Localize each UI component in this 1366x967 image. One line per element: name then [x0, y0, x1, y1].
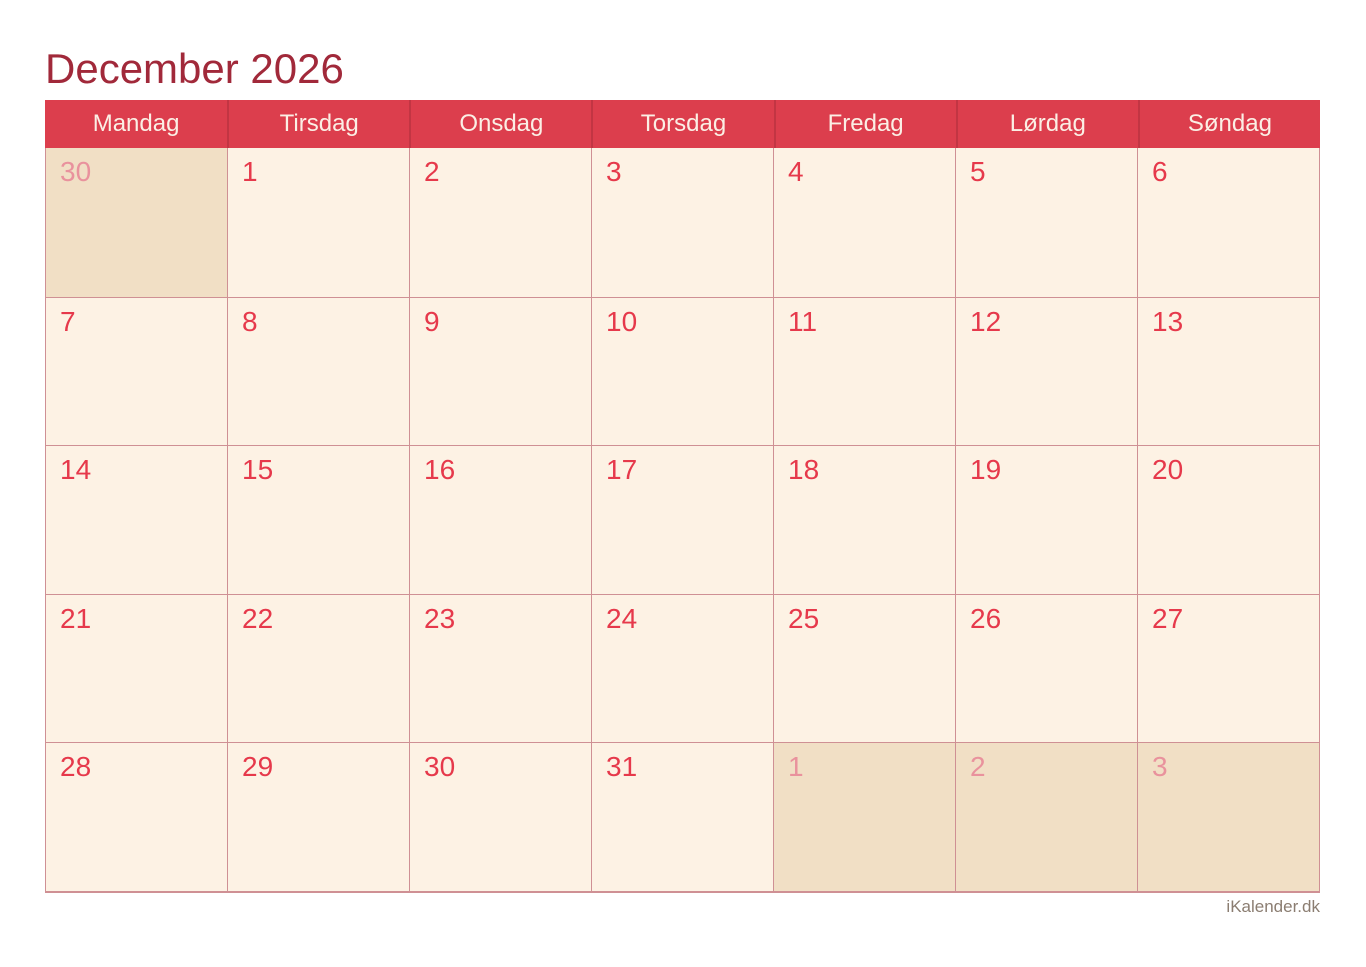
day-number: 8 — [242, 305, 258, 337]
day-number: 24 — [606, 602, 638, 634]
day-number: 7 — [60, 305, 76, 337]
day-cell — [46, 594, 228, 743]
day-number: 31 — [606, 751, 638, 783]
day-cell — [592, 742, 774, 891]
day-number: 3 — [1152, 751, 1168, 783]
day-cell — [46, 445, 228, 594]
day-number: 10 — [606, 305, 638, 337]
day-cell — [592, 297, 774, 446]
day-number: 16 — [424, 454, 456, 486]
footer-credit: iKalender.dk — [1226, 897, 1320, 916]
day-cell — [592, 594, 774, 743]
day-cell — [228, 445, 410, 594]
day-cell — [774, 297, 956, 446]
day-cell — [956, 742, 1138, 891]
day-cell — [410, 148, 592, 297]
day-number: 2 — [970, 751, 986, 783]
weekday-header-lordag: Lørdag — [956, 100, 1138, 148]
day-number: 14 — [60, 454, 92, 486]
weekday-header-fredag: Fredag — [774, 100, 956, 148]
day-number: 3 — [606, 156, 622, 187]
day-number: 20 — [1152, 454, 1184, 486]
day-cell — [956, 148, 1138, 297]
page-title: December 2026 — [45, 45, 344, 92]
day-number: 23 — [424, 602, 456, 634]
day-cell — [46, 742, 228, 891]
day-number: 15 — [242, 454, 274, 486]
day-cell — [774, 445, 956, 594]
day-number: 17 — [606, 454, 638, 486]
weekday-header-onsdag: Onsdag — [409, 100, 591, 148]
day-cell — [956, 445, 1138, 594]
day-cell — [1138, 445, 1320, 594]
day-cell — [956, 594, 1138, 743]
day-number: 26 — [970, 602, 1002, 634]
day-cell — [46, 148, 228, 297]
day-number: 21 — [60, 602, 92, 634]
day-number: 22 — [242, 602, 274, 634]
day-cell — [410, 297, 592, 446]
day-cell — [592, 148, 774, 297]
day-number: 28 — [60, 751, 92, 783]
day-cell — [592, 445, 774, 594]
day-number: 30 — [424, 751, 456, 783]
day-cell — [228, 742, 410, 891]
day-number: 18 — [788, 454, 820, 486]
day-number: 4 — [788, 156, 804, 187]
month-calendar — [45, 100, 1320, 893]
day-cell — [1138, 594, 1320, 743]
day-cell — [1138, 297, 1320, 446]
day-cell — [774, 594, 956, 743]
day-cell — [774, 742, 956, 891]
day-number: 13 — [1152, 305, 1184, 337]
day-cell — [410, 594, 592, 743]
day-cell — [228, 148, 410, 297]
day-cell — [410, 445, 592, 594]
day-cell — [228, 297, 410, 446]
day-number: 27 — [1152, 602, 1184, 634]
weekday-header-sondag: Søndag — [1138, 100, 1320, 148]
day-cell — [46, 297, 228, 446]
day-number: 19 — [970, 454, 1002, 486]
day-number: 2 — [424, 156, 440, 187]
day-cell — [228, 594, 410, 743]
weekday-header-tirsdag: Tirsdag — [227, 100, 409, 148]
weekday-header-mandag: Mandag — [92, 110, 180, 137]
day-number: 30 — [60, 156, 92, 187]
day-cell — [1138, 742, 1320, 891]
day-cell — [956, 297, 1138, 446]
day-number: 6 — [1152, 156, 1168, 187]
day-number: 1 — [242, 156, 258, 187]
calendar-grid — [45, 148, 1320, 893]
weekday-header-torsdag: Torsdag — [591, 100, 773, 148]
day-number: 5 — [970, 156, 986, 187]
day-number: 12 — [970, 305, 1002, 337]
weekday-header-row — [45, 100, 1320, 148]
day-number: 9 — [424, 305, 440, 337]
day-number: 1 — [788, 751, 804, 783]
day-cell — [410, 742, 592, 891]
day-number: 11 — [788, 305, 818, 337]
day-cell — [774, 148, 956, 297]
day-cell — [1138, 148, 1320, 297]
day-number: 29 — [242, 751, 274, 783]
day-number: 25 — [788, 602, 820, 634]
